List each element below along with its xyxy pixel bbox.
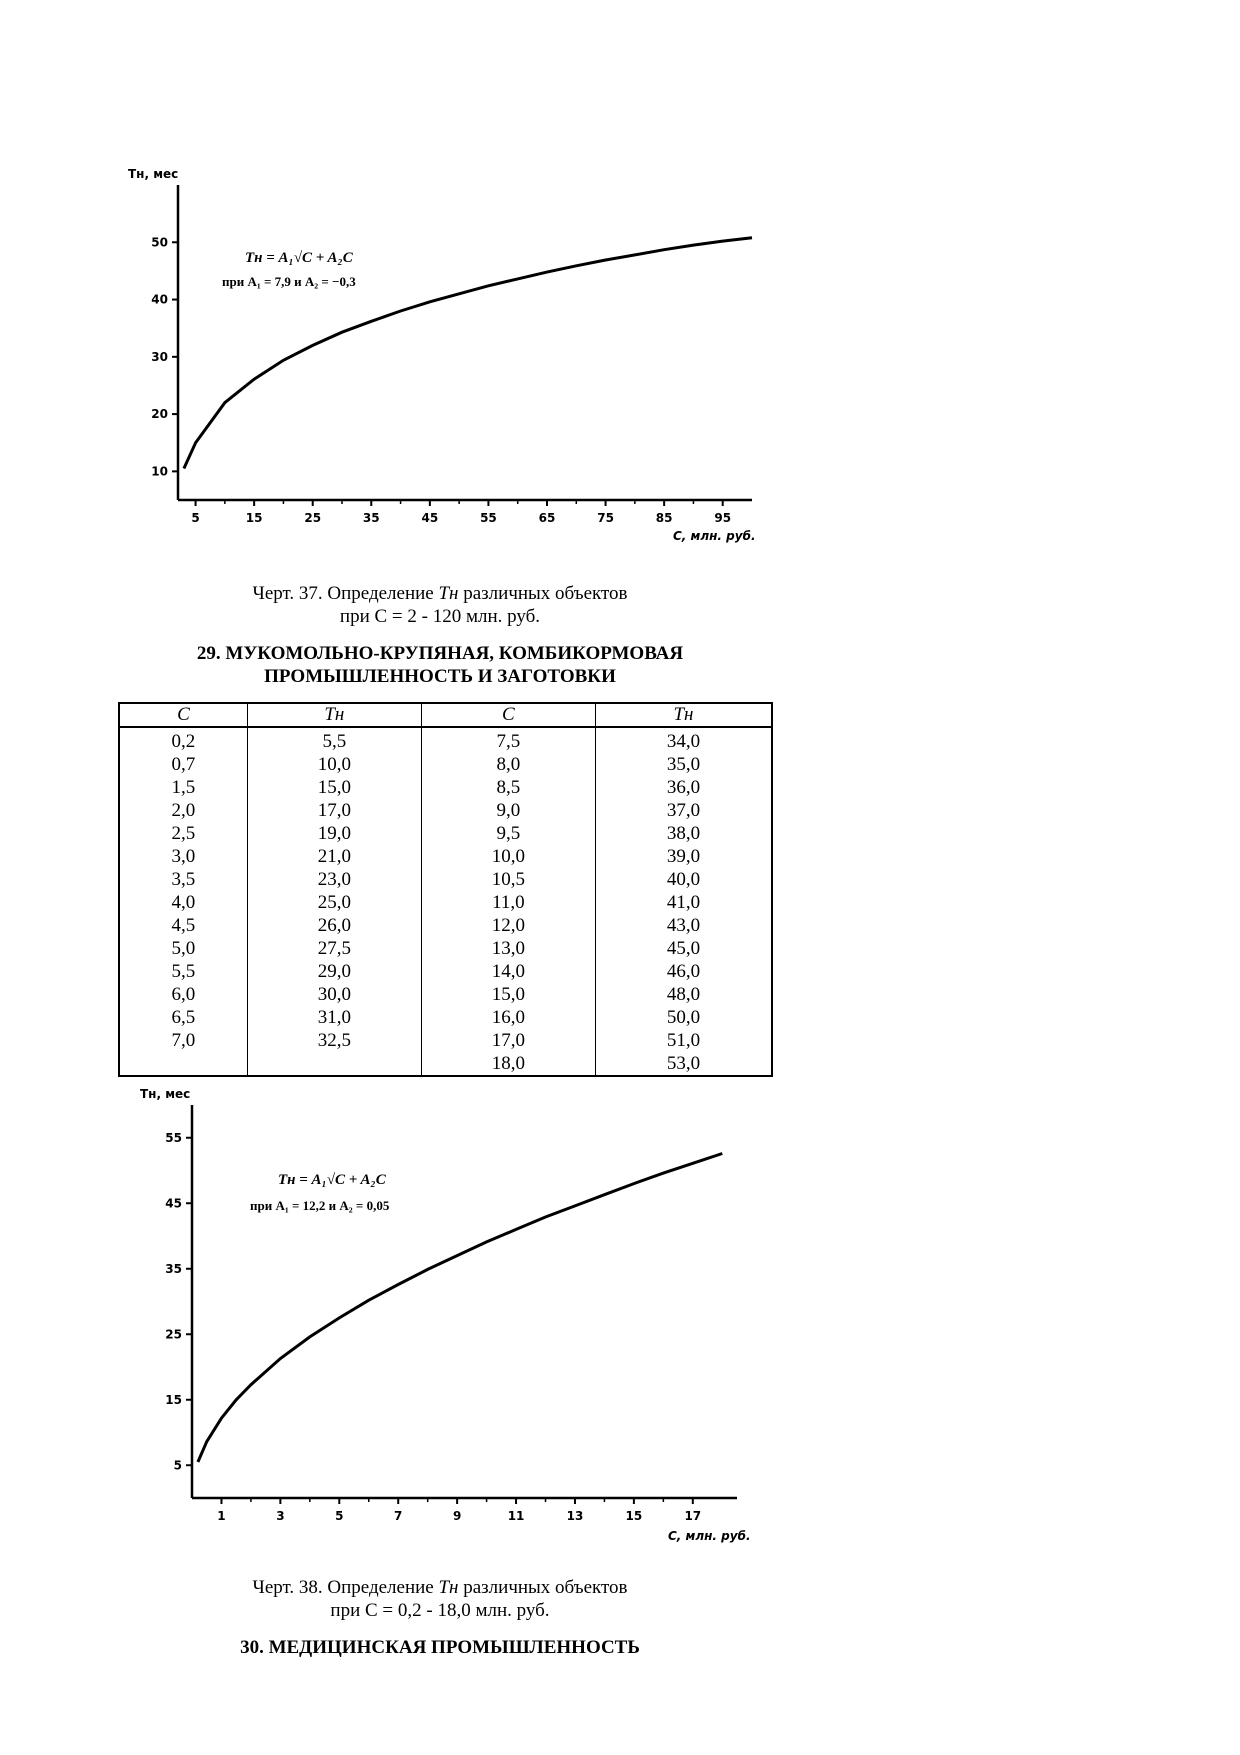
chart-37-formula: Tн = A₁√C + A₂C xyxy=(245,250,353,266)
table-header-c1: C xyxy=(119,703,247,727)
chart-38-ylabel: Tн, мес xyxy=(140,1087,191,1101)
chart-38-ytick-label: 35 xyxy=(165,1261,182,1276)
chart-38-xtick-label: 1 xyxy=(217,1509,226,1523)
table-cell: 4,5 xyxy=(171,915,196,936)
table-cell: 14,0 xyxy=(421,960,595,983)
table-row xyxy=(119,727,772,753)
chart-37 xyxy=(0,150,1240,560)
table-cell: 23,0 xyxy=(247,868,421,891)
table-cell: 34,0 xyxy=(595,727,772,753)
table-cell: 38,0 xyxy=(595,822,772,845)
table-cell: 13,0 xyxy=(421,937,595,960)
table-row xyxy=(119,983,772,1006)
table-cell: 8,0 xyxy=(421,753,595,776)
chart-37-xtick-label: 45 xyxy=(421,511,439,525)
table-cell: 10,5 xyxy=(421,868,595,891)
table-header-t1: Tн xyxy=(247,703,421,727)
table-cell: 1,5 xyxy=(171,777,196,798)
data-table xyxy=(118,702,773,1077)
table-row xyxy=(119,776,772,799)
table-cell: 9,5 xyxy=(421,822,595,845)
table-cell: 2,5 xyxy=(171,823,196,844)
section-29-heading-line2: ПРОМЫШЛЕННОСТЬ И ЗАГОТОВКИ xyxy=(264,666,616,687)
chart-37-xtick-label: 5 xyxy=(191,511,200,525)
chart-38-xtick-label: 7 xyxy=(394,1509,403,1523)
table-cell: 25,0 xyxy=(247,891,421,914)
table-cell: 48,0 xyxy=(595,983,772,1006)
table-cell: 7,5 xyxy=(421,727,595,753)
table-cell: 39,0 xyxy=(595,845,772,868)
chart-38-ytick-label: 55 xyxy=(165,1130,182,1145)
table-cell xyxy=(247,1052,421,1076)
chart-38-ytick-label: 45 xyxy=(165,1196,182,1211)
chart-37-caption-line1 xyxy=(0,582,880,605)
chart-38-params: при A₁ = 12,2 и A₂ = 0,05 xyxy=(250,1198,390,1213)
table-cell: 21,0 xyxy=(247,845,421,868)
chart-38-svg xyxy=(0,1085,1240,1545)
table-cell: 10,0 xyxy=(247,753,421,776)
chart-38-xtick-label: 15 xyxy=(625,1509,643,1523)
chart-37-xlabel: С, млн. руб. xyxy=(673,529,756,543)
table-cell: 11,0 xyxy=(421,891,595,914)
table-cell: 17,0 xyxy=(421,1029,595,1052)
table-cell: 0,2 xyxy=(171,731,196,752)
chart-37-curve xyxy=(184,238,752,469)
chart-38-xtick-label: 11 xyxy=(507,1509,525,1523)
chart-38-xlabel: С, млн. руб. xyxy=(668,1529,751,1543)
chart-37-ytick-label: 20 xyxy=(151,407,168,422)
table-cell: 19,0 xyxy=(247,822,421,845)
table-cell: 5,5 xyxy=(247,727,421,753)
table-row xyxy=(119,868,772,891)
table-cell: 5,5 xyxy=(171,961,196,982)
chart-37-ytick-label: 30 xyxy=(151,349,168,364)
chart-38-xtick-label: 13 xyxy=(566,1509,584,1523)
table-cell: 2,0 xyxy=(171,800,196,821)
chart-38-formula: Tн = A₁√C + A₂C xyxy=(278,1172,386,1188)
table-row xyxy=(119,1052,772,1076)
table-row xyxy=(119,799,772,822)
table-cell: 3,5 xyxy=(171,869,196,890)
table-cell: 37,0 xyxy=(595,799,772,822)
chart-38-caption xyxy=(0,1576,880,1622)
chart-38-caption-suffix: различных объектов xyxy=(458,1577,628,1598)
chart-38-caption-prefix: Черт. 38. Определение xyxy=(252,1577,439,1598)
table-row xyxy=(119,753,772,776)
table-cell: 15,0 xyxy=(421,983,595,1006)
table-row xyxy=(119,914,772,937)
table-cell: 53,0 xyxy=(595,1052,772,1076)
chart-38-xtick-label: 5 xyxy=(335,1509,344,1523)
table-row xyxy=(119,845,772,868)
table-cell: 5,0 xyxy=(171,938,196,959)
table-cell: 30,0 xyxy=(247,983,421,1006)
table-cell: 7,0 xyxy=(171,1030,196,1051)
chart-37-ytick-label: 40 xyxy=(151,292,168,307)
table-cell: 8,5 xyxy=(421,776,595,799)
table-cell: 45,0 xyxy=(595,937,772,960)
chart-37-caption xyxy=(0,582,880,628)
chart-37-caption-line2: при С = 2 - 120 млн. руб. xyxy=(339,606,541,627)
table-cell: 16,0 xyxy=(421,1006,595,1029)
table-cell: 3,0 xyxy=(171,846,196,867)
chart-37-xtick-label: 15 xyxy=(245,511,263,525)
chart-37-xtick-label: 25 xyxy=(304,511,322,525)
table-row xyxy=(119,891,772,914)
table-header-c2: C xyxy=(421,703,595,727)
table-cell: 50,0 xyxy=(595,1006,772,1029)
table-cell: 32,5 xyxy=(247,1029,421,1052)
chart-38-xtick-label: 9 xyxy=(452,1509,462,1523)
table-cell: 12,0 xyxy=(421,914,595,937)
section-29-heading-line1: 29. МУКОМОЛЬНО-КРУПЯНАЯ, КОМБИКОРМОВАЯ xyxy=(196,643,684,664)
table-cell: 43,0 xyxy=(595,914,772,937)
chart-37-caption-suffix: различных объектов xyxy=(458,583,628,604)
table-cell: 15,0 xyxy=(247,776,421,799)
table-row xyxy=(119,822,772,845)
table-row xyxy=(119,1029,772,1052)
chart-38-ytick-label: 5 xyxy=(173,1458,182,1473)
chart-37-ylabel: Tн, мес xyxy=(128,167,179,181)
table-cell: 35,0 xyxy=(595,753,772,776)
chart-38-ytick-label: 25 xyxy=(165,1327,182,1342)
chart-37-params: при A₁ = 7,9 и A₂ = −0,3 xyxy=(222,274,356,289)
table-cell: 6,5 xyxy=(171,1007,196,1028)
chart-38 xyxy=(0,1085,1240,1545)
table-cell: 26,0 xyxy=(247,914,421,937)
chart-37-xtick-label: 35 xyxy=(362,511,380,525)
chart-37-caption-prefix: Черт. 37. Определение xyxy=(252,583,439,604)
table-row xyxy=(119,960,772,983)
table-cell: 6,0 xyxy=(171,984,196,1005)
table-cell: 46,0 xyxy=(595,960,772,983)
table-cell: 17,0 xyxy=(247,799,421,822)
chart-37-ytick-label: 50 xyxy=(151,235,168,250)
table-header-t2: Tн xyxy=(595,703,772,727)
table-cell: 40,0 xyxy=(595,868,772,891)
table-header-row xyxy=(119,703,772,727)
table-cell: 36,0 xyxy=(595,776,772,799)
table-row xyxy=(119,937,772,960)
table-cell: 4,0 xyxy=(171,892,196,913)
chart-38-xtick-label: 3 xyxy=(276,1509,285,1523)
table-cell: 27,5 xyxy=(247,937,421,960)
table-cell xyxy=(119,1052,247,1076)
chart-37-xtick-label: 65 xyxy=(538,511,556,525)
chart-37-xtick-label: 95 xyxy=(714,511,732,525)
chart-37-svg xyxy=(0,150,1240,560)
chart-38-xtick-label: 17 xyxy=(684,1509,702,1523)
table-cell: 29,0 xyxy=(247,960,421,983)
section-29-heading xyxy=(0,642,880,688)
chart-37-ytick-label: 10 xyxy=(151,464,168,479)
chart-37-caption-var: Tн xyxy=(438,583,459,604)
table-cell: 18,0 xyxy=(421,1052,595,1076)
chart-37-xtick-label: 85 xyxy=(655,511,673,525)
table-cell: 9,0 xyxy=(421,799,595,822)
chart-38-caption-line1 xyxy=(0,1576,880,1599)
table-cell: 10,0 xyxy=(421,845,595,868)
chart-38-caption-line2: при С = 0,2 - 18,0 млн. руб. xyxy=(330,1600,550,1621)
chart-38-ytick-label: 15 xyxy=(165,1392,182,1407)
table-cell: 51,0 xyxy=(595,1029,772,1052)
table-cell: 0,7 xyxy=(171,754,196,775)
chart-37-xtick-label: 75 xyxy=(597,511,614,525)
table-row xyxy=(119,1006,772,1029)
table-cell: 41,0 xyxy=(595,891,772,914)
chart-38-caption-var: Tн xyxy=(438,1577,459,1598)
section-30-heading: 30. МЕДИЦИНСКАЯ ПРОМЫШЛЕННОСТЬ xyxy=(240,1637,640,1658)
chart-37-xtick-label: 55 xyxy=(480,511,497,525)
table-cell: 31,0 xyxy=(247,1006,421,1029)
